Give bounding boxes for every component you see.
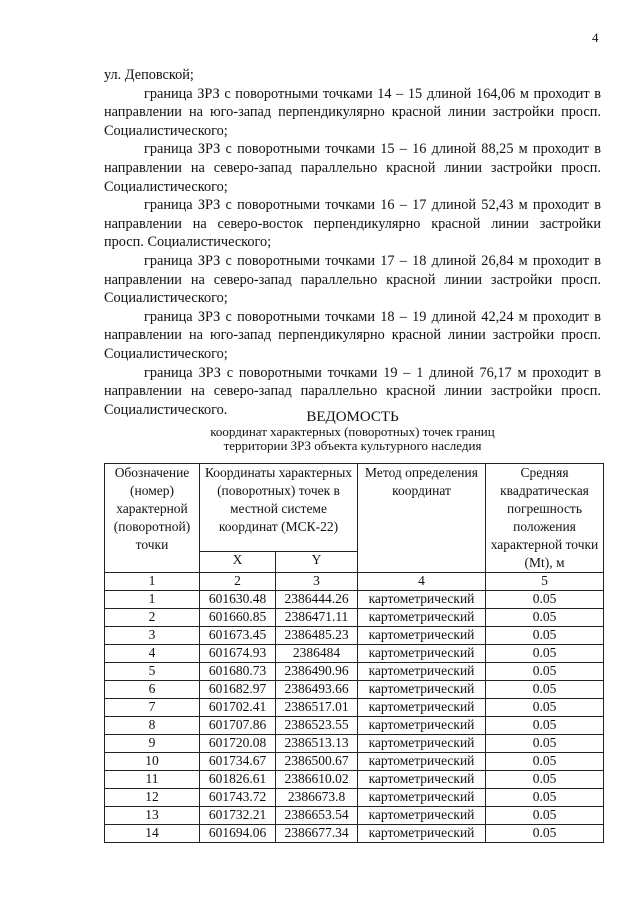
header-y: Y [276, 551, 358, 572]
method-cell: картометрический [358, 590, 486, 608]
paragraph: граница ЗРЗ с поворотными точками 16 – 17 длиной 52,43 м проходит в направлении на северо-восток перпендикулярно красной линии застройки просп. Социалистического; [104, 197, 601, 251]
point-number-cell: 14 [105, 824, 200, 842]
point-number-cell: 5 [105, 662, 200, 680]
table-row [105, 626, 604, 644]
x-coordinate-cell: 601732.21 [200, 806, 276, 824]
statement-heading [104, 410, 601, 453]
x-coordinate-cell: 601743.72 [200, 788, 276, 806]
table-row [105, 824, 604, 842]
body-text [104, 66, 601, 419]
table-row [105, 590, 604, 608]
paragraph: граница ЗРЗ с поворотными точками 19 – 1 длиной 76,17 м проходит в направлении на северо-запад параллельно красной линии застройки просп. Социалистического. [104, 364, 601, 418]
table-row [105, 806, 604, 824]
column-number: 3 [276, 573, 358, 591]
table-row [105, 608, 604, 626]
x-coordinate-cell: 601660.85 [200, 608, 276, 626]
y-coordinate-cell: 2386484 [276, 644, 358, 662]
accuracy-cell: 0.05 [486, 608, 604, 626]
accuracy-cell: 0.05 [486, 752, 604, 770]
method-cell: картометрический [358, 662, 486, 680]
table-row [105, 752, 604, 770]
table-row [105, 644, 604, 662]
column-number: 4 [358, 573, 486, 591]
method-cell: картометрический [358, 716, 486, 734]
page-number: 4 [592, 30, 599, 45]
x-coordinate-cell: 601702.41 [200, 698, 276, 716]
x-coordinate-cell: 601682.97 [200, 680, 276, 698]
method-cell: картометрический [358, 644, 486, 662]
y-coordinate-cell: 2386500.67 [276, 752, 358, 770]
point-number-cell: 11 [105, 770, 200, 788]
table-body [105, 590, 604, 842]
point-number-cell: 7 [105, 698, 200, 716]
point-number-cell: 2 [105, 608, 200, 626]
x-coordinate-cell: 601674.93 [200, 644, 276, 662]
table-row [105, 734, 604, 752]
table-row [105, 680, 604, 698]
method-cell: картометрический [358, 770, 486, 788]
statement-subtitle-line2: территории ЗРЗ объекта культурного наследия [223, 438, 482, 453]
method-cell: картометрический [358, 680, 486, 698]
header-accuracy: Средняя квадратическая погрешность положения характерной точки (Mt), м [486, 464, 604, 573]
y-coordinate-cell: 2386471.11 [276, 608, 358, 626]
method-cell: картометрический [358, 608, 486, 626]
x-coordinate-cell: 601720.08 [200, 734, 276, 752]
accuracy-cell: 0.05 [486, 716, 604, 734]
column-number: 2 [200, 573, 276, 591]
table-row [105, 662, 604, 680]
y-coordinate-cell: 2386523.55 [276, 716, 358, 734]
column-number: 5 [486, 573, 604, 591]
y-coordinate-cell: 2386673.8 [276, 788, 358, 806]
point-number-cell: 12 [105, 788, 200, 806]
paragraph: граница ЗРЗ с поворотными точками 18 – 19 длиной 42,24 м проходит в направлении на юго-запад перпендикулярно красной линии застройки просп. Социалистического; [104, 308, 601, 362]
y-coordinate-cell: 2386677.34 [276, 824, 358, 842]
y-coordinate-cell: 2386485.23 [276, 626, 358, 644]
header-coordinates: Координаты характерных (поворотных) точек в местной системе координат (МСК-22) [200, 464, 358, 552]
y-coordinate-cell: 2386610.02 [276, 770, 358, 788]
y-coordinate-cell: 2386513.13 [276, 734, 358, 752]
header-designation: Обозначение (номер) характерной (поворотной) точки [105, 464, 200, 573]
point-number-cell: 13 [105, 806, 200, 824]
header-method: Метод определения координат [358, 464, 486, 573]
paragraph: ул. Деповской; [104, 67, 194, 83]
y-coordinate-cell: 2386493.66 [276, 680, 358, 698]
accuracy-cell: 0.05 [486, 662, 604, 680]
method-cell: картометрический [358, 626, 486, 644]
x-coordinate-cell: 601680.73 [200, 662, 276, 680]
point-number-cell: 10 [105, 752, 200, 770]
point-number-cell: 8 [105, 716, 200, 734]
y-coordinate-cell: 2386444.26 [276, 590, 358, 608]
paragraph: граница ЗРЗ с поворотными точками 17 – 18 длиной 26,84 м проходит в направлении на северо-запад параллельно красной линии застройки просп. Социалистического; [104, 252, 601, 307]
point-number-cell: 9 [105, 734, 200, 752]
paragraph: граница ЗРЗ с поворотными точками 15 – 16 длиной 88,25 м проходит в направлении на северо-запад параллельно красной линии застройки просп. Социалистического; [104, 141, 601, 195]
accuracy-cell: 0.05 [486, 644, 604, 662]
accuracy-cell: 0.05 [486, 698, 604, 716]
x-coordinate-cell: 601707.86 [200, 716, 276, 734]
accuracy-cell: 0.05 [486, 680, 604, 698]
y-coordinate-cell: 2386517.01 [276, 698, 358, 716]
table-row [105, 698, 604, 716]
accuracy-cell: 0.05 [486, 806, 604, 824]
point-number-cell: 4 [105, 644, 200, 662]
x-coordinate-cell: 601826.61 [200, 770, 276, 788]
method-cell: картометрический [358, 698, 486, 716]
point-number-cell: 6 [105, 680, 200, 698]
table-row [105, 716, 604, 734]
accuracy-cell: 0.05 [486, 734, 604, 752]
paragraph: граница ЗРЗ с поворотными точками 14 – 15 длиной 164,06 м проходит в направлении на юго-запад перпендикулярно красной линии застройки просп. Социалистического; [104, 85, 601, 139]
accuracy-cell: 0.05 [486, 770, 604, 788]
accuracy-cell: 0.05 [486, 824, 604, 842]
x-coordinate-cell: 601673.45 [200, 626, 276, 644]
accuracy-cell: 0.05 [486, 626, 604, 644]
header-x: X [200, 551, 276, 572]
y-coordinate-cell: 2386490.96 [276, 662, 358, 680]
method-cell: картометрический [358, 752, 486, 770]
point-number-cell: 3 [105, 626, 200, 644]
coordinates-table [104, 463, 604, 843]
method-cell: картометрический [358, 824, 486, 842]
column-number: 1 [105, 573, 200, 591]
method-cell: картометрический [358, 806, 486, 824]
method-cell: картометрический [358, 734, 486, 752]
x-coordinate-cell: 601694.06 [200, 824, 276, 842]
point-number-cell: 1 [105, 590, 200, 608]
accuracy-cell: 0.05 [486, 590, 604, 608]
table-row [105, 788, 604, 806]
statement-title: ВЕДОМОСТЬ [306, 409, 399, 425]
x-coordinate-cell: 601630.48 [200, 590, 276, 608]
statement-subtitle-line1: координат характерных (поворотных) точек границ [210, 424, 495, 439]
method-cell: картометрический [358, 788, 486, 806]
accuracy-cell: 0.05 [486, 788, 604, 806]
y-coordinate-cell: 2386653.54 [276, 806, 358, 824]
table-row [105, 770, 604, 788]
x-coordinate-cell: 601734.67 [200, 752, 276, 770]
